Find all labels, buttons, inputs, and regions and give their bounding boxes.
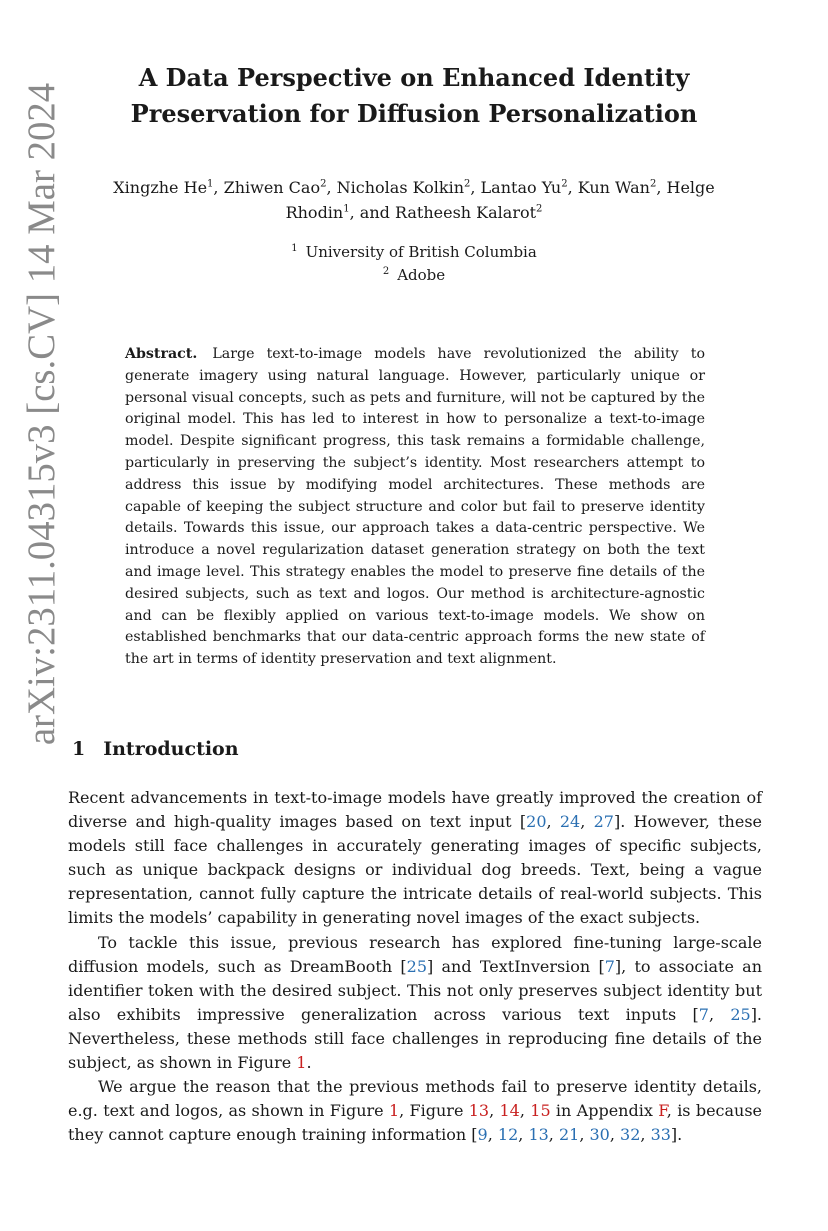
author <box>224 178 327 197</box>
author-separator: , <box>213 178 224 197</box>
citation-link[interactable]: 12 <box>497 1125 519 1145</box>
reference-link[interactable]: 15 <box>530 1101 551 1121</box>
paragraph-text: , <box>609 1125 621 1145</box>
paper-title <box>80 60 748 132</box>
paragraph-text: ]. Nevertheless, these methods still face challenges in reproducing fine details of the subject, as shown in Figure <box>68 1004 763 1073</box>
affiliation-1-marker: 1 <box>291 243 298 254</box>
author-name: Lantao Yu <box>480 178 562 197</box>
reference-link[interactable]: F <box>658 1101 667 1121</box>
author-affiliation-marker: 2 <box>649 178 657 190</box>
affiliation-2-name: Adobe <box>397 266 446 284</box>
citation-link[interactable]: 25 <box>406 956 428 976</box>
reference-link[interactable]: 14 <box>499 1101 520 1121</box>
author-list <box>78 175 750 225</box>
author <box>578 178 657 197</box>
author-affiliation-marker: 2 <box>320 178 327 190</box>
citation-link[interactable]: 20 <box>526 812 547 832</box>
paragraph-text: Recent advancements in text-to-image models have greatly improved the creation of diverse and high-quality images based on text input [ <box>68 788 762 832</box>
paragraph-text: , is because they cannot capture enough training information [ <box>68 1101 763 1145</box>
citation-link[interactable]: 9 <box>477 1125 488 1145</box>
citation-link[interactable]: 33 <box>650 1125 671 1145</box>
paragraph-text: , <box>579 1125 590 1145</box>
paragraph-text: ]. <box>670 1125 683 1145</box>
paragraph-text: To tackle this issue, previous research has explored fine-tuning large-scale diffusion models, such as DreamBooth [ <box>68 932 762 976</box>
paragraph-text: We argue the reason that the previous methods fail to preserve identity details, e.g. text and logos, as shown in Figure <box>68 1077 762 1121</box>
affiliation-2-marker: 2 <box>382 266 390 277</box>
paragraph-text: , <box>489 1101 500 1121</box>
author-name: Ratheesh Kalarot <box>394 203 537 222</box>
author-affiliation-marker: 1 <box>343 203 350 215</box>
paragraph-text: , <box>519 1101 531 1121</box>
affiliation-2 <box>78 264 750 286</box>
author-affiliation-marker: 1 <box>207 178 214 190</box>
citation-link[interactable]: 24 <box>559 812 581 832</box>
section-title: Introduction <box>103 738 239 760</box>
introduction-body <box>68 786 762 1147</box>
author-name: Zhiwen Cao <box>223 178 321 197</box>
affiliation-1-name: University of British Columbia <box>305 243 537 261</box>
arxiv-id-text: arXiv:2311.04315v3 [cs.CV] 14 Mar 2024 <box>20 82 63 746</box>
paragraph-text: , <box>640 1125 651 1145</box>
paragraph-text: , <box>518 1125 529 1145</box>
author-affiliation-marker: 2 <box>464 178 471 190</box>
author <box>113 178 213 197</box>
paragraph-text: ]. However, these models still face challenges in accurately generating images of specific subjects, such as unique backpack designs or individual dog breeds. Text, being a vague representation, cannot fully capture the intricate details of real-world subjects. This limits the models’ capability in generating novel images of the exact subjects. <box>68 812 762 928</box>
citation-link[interactable]: 7 <box>698 1004 709 1024</box>
paragraph <box>68 786 762 931</box>
citation-link[interactable]: 32 <box>620 1125 641 1145</box>
author-separator: , <box>326 178 337 197</box>
author-separator: , and <box>349 203 395 222</box>
abstract-label: Abstract. <box>125 346 198 362</box>
paragraph <box>68 1075 762 1147</box>
title-line-2: Preservation for Diffusion Personalization <box>130 99 698 128</box>
citation-link[interactable]: 25 <box>730 1004 751 1024</box>
paragraph-text: ] and TextInversion [ <box>427 956 605 976</box>
section-number: 1 <box>72 738 86 760</box>
author <box>481 178 568 197</box>
reference-link[interactable]: 1 <box>388 1101 400 1121</box>
paragraph-text: . <box>306 1053 312 1073</box>
author <box>395 203 542 222</box>
citation-link[interactable]: 30 <box>589 1125 610 1145</box>
abstract <box>125 344 705 671</box>
paragraph-text: , <box>548 1125 559 1145</box>
title-line-1: A Data Perspective on Enhanced Identity <box>138 63 690 92</box>
author-separator: , <box>470 178 481 197</box>
citation-link[interactable]: 7 <box>604 956 615 976</box>
author <box>337 178 471 197</box>
paragraph-text: , <box>487 1125 498 1145</box>
citation-link[interactable]: 13 <box>528 1125 549 1145</box>
author-separator: , <box>567 178 578 197</box>
citation-link[interactable]: 27 <box>593 812 614 832</box>
author-name: Xingzhe He <box>113 178 208 197</box>
arxiv-identifier <box>18 62 66 766</box>
author-affiliation-marker: 2 <box>561 178 568 190</box>
section-heading <box>72 734 239 764</box>
paragraph-text: , Figure <box>399 1101 469 1121</box>
paragraph-text: in Appendix <box>550 1101 659 1121</box>
author-name: Helge Rhodin <box>285 178 715 222</box>
affiliation-1 <box>78 241 750 263</box>
author-name: Kun Wan <box>577 178 650 197</box>
abstract-text: Large text-to-image models have revolutionized the ability to generate imagery using natural language. However, particularly unique or personal visual concepts, such as pets and furniture, will not be captured by the original model. This has led to interest in how to personalize a text-to-image model. Despite significant progress, this task remains a formidable challenge, particularly in preserving the subject’s identity. Most researchers attempt to address this issue by modifying model architectures. These methods are capable of keeping the subject structure and color but fail to preserve identity details. Towards this issue, our approach takes a data-centric perspective. We introduce a novel regularization dataset generation strategy on both the text and image level. This strategy enables the model to preserve fine details of the desired subjects, such as text and logos. Our method is architecture-agnostic and can be flexibly applied on various text-to-image models. We show on established benchmarks that our data-centric approach forms the new state of the art in terms of identity preservation and text alignment. <box>125 346 705 668</box>
author-name: Nicholas Kolkin <box>336 178 464 197</box>
paragraph-text: , <box>580 812 594 832</box>
paragraph-text: , <box>546 812 560 832</box>
paragraph-text: , <box>708 1004 731 1024</box>
paragraph-text: ], to associate an identifier token with the desired subject. This not only preserves subject identity but also exhibits impressive generalization across various text inputs [ <box>68 956 763 1024</box>
reference-link[interactable]: 1 <box>296 1053 307 1073</box>
author-affiliation-marker: 2 <box>536 203 543 215</box>
reference-link[interactable]: 13 <box>468 1101 490 1121</box>
paragraph <box>68 931 762 1076</box>
author-separator: , <box>656 178 667 197</box>
citation-link[interactable]: 21 <box>558 1125 580 1145</box>
